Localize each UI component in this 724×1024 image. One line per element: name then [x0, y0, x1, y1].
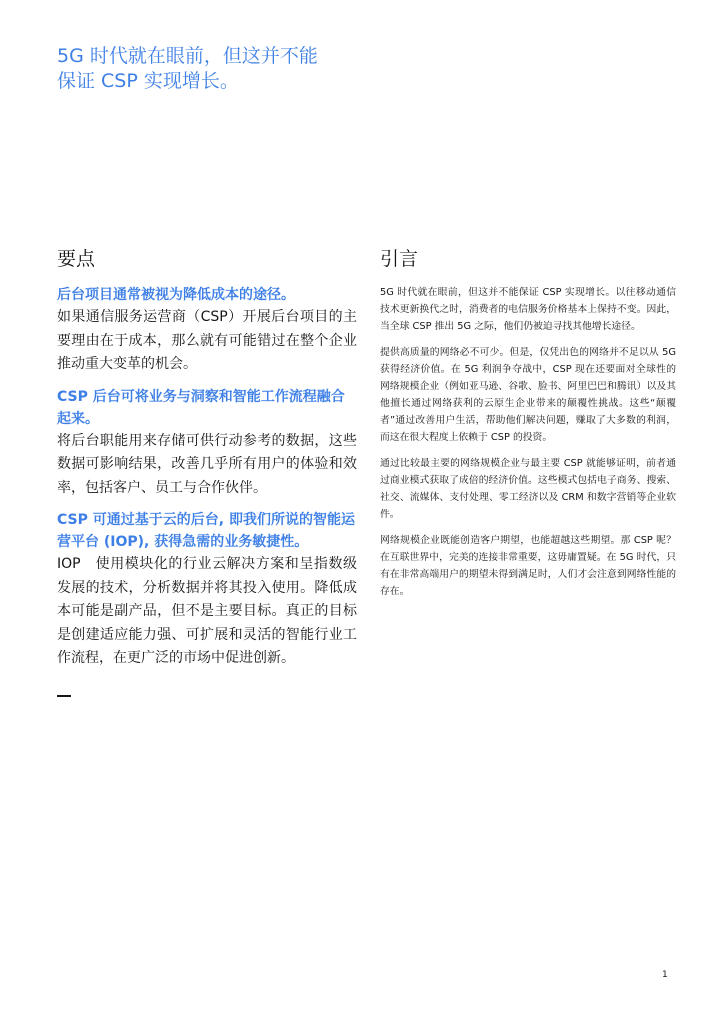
section-end-dash: [57, 695, 71, 697]
intro-paragraph-1: 5G 时代就在眼前，但这并不能保证 CSP 实现增长。以往移动通信技术更新换代之时，消费者的电信服务价格基本上保持不变。因此，当全球 CSP 推出 5G 之际，他们仍被迫寻找其他增长途径。: [380, 287, 676, 332]
intro-heading: 引言: [380, 248, 419, 270]
page-number: 1: [662, 970, 668, 980]
key-points-heading: 要点: [57, 248, 96, 270]
key-point-1-heading: 后台项目通常被视为降低成本的途径。: [57, 287, 295, 303]
intro-paragraph-2: 提供高质量的网络必不可少。但是，仅凭出色的网络并不足以从 5G 获得经济价值。在 5G 利润争夺战中，CSP 现在还要面对全球性的网络规模企业（例如亚马逊、谷歌、脸书、阿里巴巴和腾讯）以及其他擅长通过网络获利的云原生企业带来的颠覆性挑战。这些“颠覆者”通过改善用户生活，帮助他们解决问题，赚取了大多数的利润，而这在很大程度上依赖于 CSP 的投资。: [380, 347, 676, 443]
intro-section: [380, 247, 676, 609]
page-title: [57, 44, 377, 94]
key-point-2-body: 将后台职能用来存储可供行动参考的数据，这些数据可影响结果，改善几乎所有用户的体验和效率，包括客户、员工与合作伙伴。: [57, 432, 357, 496]
page-title-line-2: 保证 CSP 实现增长。: [57, 70, 239, 92]
intro-paragraph-4: 网络规模企业既能创造客户期望，也能超越这些期望。那 CSP 呢？在互联世界中，完美的连接非常重要，这毋庸置疑。在 5G 时代，只有在非常高端用户的期望未得到满足时，人们才会注意到网络性能的存在。: [380, 535, 676, 597]
key-points-section: [57, 247, 357, 680]
key-point-2-heading: CSP 后台可将业务与洞察和智能工作流程融合起来。: [57, 388, 345, 427]
key-point-3-body: IOP 使用模块化的行业云解决方案和呈指数级发展的技术，分析数据并将其投入使用。降低成本可能是副产品，但不是主要目标。真正的目标是创建适应能力强、可扩展和灵活的智能行业工作流程，在更广泛的市场中促进创新。: [57, 556, 357, 666]
page-title-line-1: 5G 时代就在眼前，但这并不能: [57, 45, 318, 67]
key-point-1-body: 如果通信服务运营商（CSP）开展后台项目的主要理由在于成本，那么就有可能错过在整个企业推动重大变革的机会。: [57, 309, 357, 372]
key-point-3-heading: CSP 可通过基于云的后台, 即我们所说的智能运营平台 (IOP), 获得急需的业务敏捷性。: [57, 512, 355, 550]
intro-paragraph-3: 通过比较最主要的网络规模企业与最主要 CSP 就能够证明，前者通过商业模式获取了成倍的经济价值。这些模式包括电子商务、搜索、社交、流媒体、支付处理、零工经济以及 CRM 和数字营销等企业软件。: [380, 458, 676, 520]
